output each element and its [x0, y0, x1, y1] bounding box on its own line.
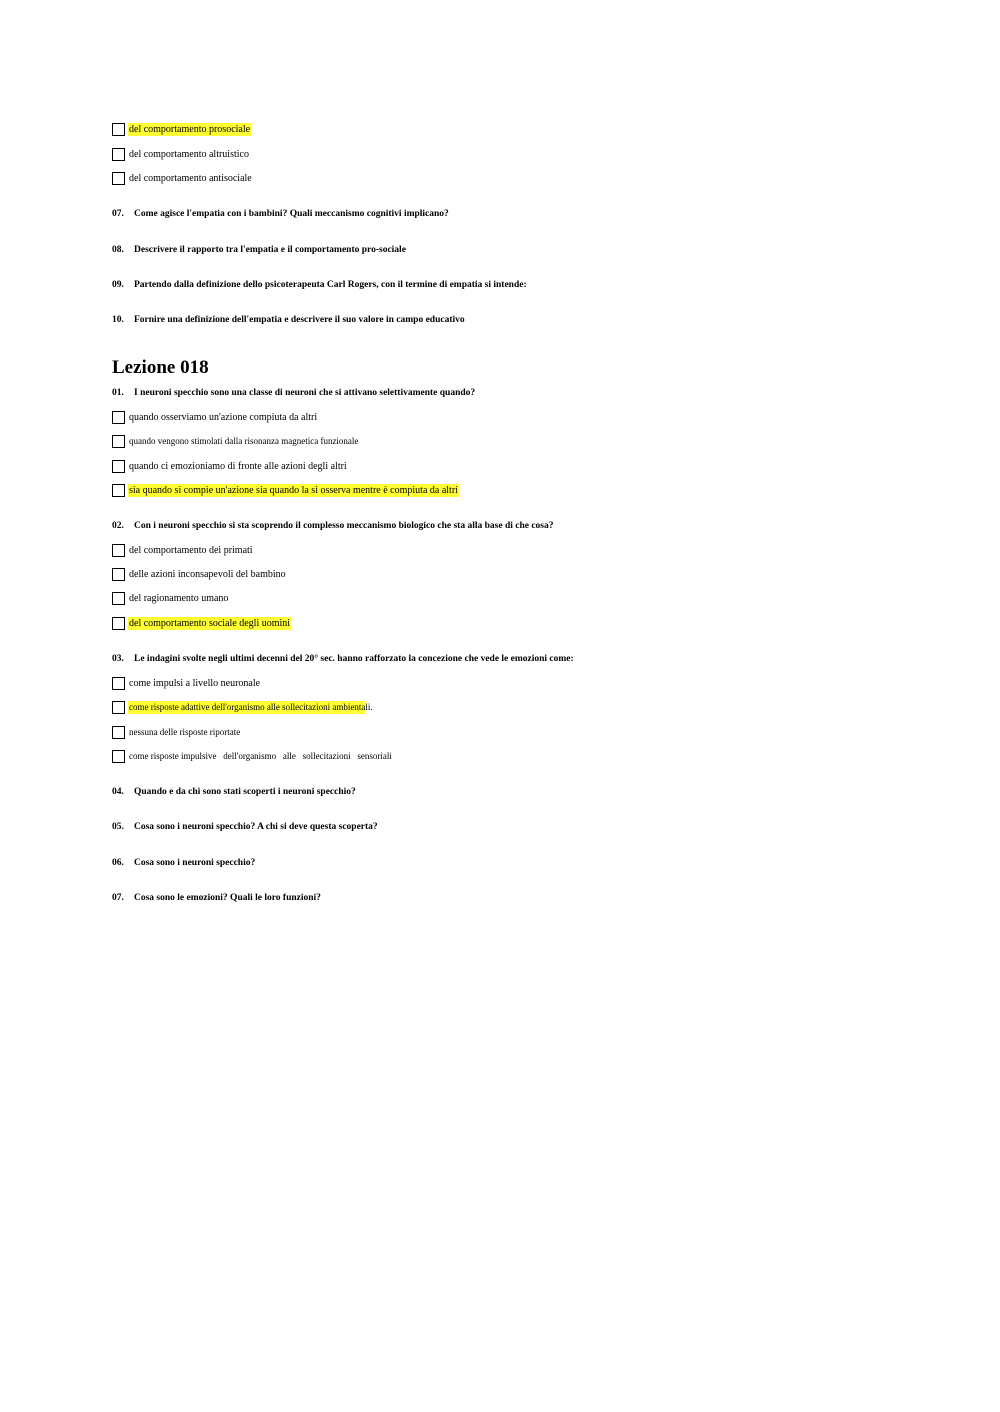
checkbox[interactable] — [112, 148, 125, 161]
question — [112, 313, 465, 327]
question-number: 06. — [112, 858, 124, 868]
question-number: 02. — [112, 521, 124, 531]
answer-option[interactable] — [112, 748, 393, 764]
checkbox[interactable] — [112, 568, 125, 581]
question-number: 07. — [112, 209, 124, 219]
question-number: 09. — [112, 280, 124, 290]
checkbox[interactable] — [112, 411, 125, 424]
question — [112, 785, 356, 799]
question-text: Fornire una definizione dell'empatia e descrivere il suo valore in campo educativo — [134, 315, 465, 325]
question — [112, 652, 574, 666]
answer-option[interactable] — [112, 482, 459, 498]
answer-option-text: come risposte adattive dell'organismo alle sollecitazioni ambienta — [129, 701, 366, 712]
question-text: I neuroni specchio sono una classe di neuroni che si attivano selettivamente quando? — [134, 388, 476, 398]
question-text: Come agisce l'empatia con i bambini? Quali meccanismo cognitivi implicano? — [134, 209, 449, 219]
checkbox[interactable] — [112, 123, 125, 136]
question-number: 04. — [112, 787, 124, 797]
answer-option-text: quando ci emozioniamo di fronte alle azioni degli altri — [129, 460, 347, 472]
answer-option-text: quando vengono stimolati dalla risonanza magnetica funzionale — [129, 435, 359, 446]
checkbox[interactable] — [112, 701, 125, 714]
question-text: Cosa sono i neuroni specchio? — [134, 858, 256, 868]
question-number: 03. — [112, 654, 124, 664]
answer-option[interactable] — [112, 615, 291, 631]
question-number: 01. — [112, 388, 124, 398]
answer-option-text: del comportamento prosociale — [129, 123, 251, 135]
question-text: Descrivere il rapporto tra l'empatia e il comportamento pro-sociale — [134, 245, 406, 255]
answer-option-text: sia quando si compie un'azione sia quando la si osserva mentre è compiuta da altri — [129, 484, 458, 496]
question-text: Cosa sono le emozioni? Quali le loro funzioni? — [134, 893, 321, 903]
answer-option-text: come risposte impulsive dell'organismo alle sollecitazioni sensoriali — [129, 750, 392, 761]
question-text: Le indagini svolte negli ultimi decenni del 20° sec. hanno rafforzato la concezione che vede le emozioni come: — [134, 654, 574, 664]
answer-option-text: del ragionamento umano — [129, 592, 229, 604]
question-number: 07. — [112, 893, 124, 903]
answer-option[interactable] — [112, 409, 318, 425]
answer-option[interactable] — [112, 433, 359, 449]
answer-option-text: del comportamento antisociale — [129, 172, 252, 184]
answer-option[interactable] — [112, 542, 254, 558]
answer-option-text: del comportamento altruistico — [129, 148, 249, 160]
answer-option[interactable] — [112, 170, 253, 186]
question — [112, 519, 554, 533]
question — [112, 820, 378, 834]
checkbox[interactable] — [112, 592, 125, 605]
answer-option-text: del comportamento sociale degli uomini — [129, 617, 291, 629]
checkbox[interactable] — [112, 435, 125, 448]
checkbox[interactable] — [112, 172, 125, 185]
checkbox[interactable] — [112, 617, 125, 630]
question — [112, 243, 406, 257]
checkbox[interactable] — [112, 460, 125, 473]
answer-option-suffix: li. — [365, 701, 373, 712]
question-text: Con i neuroni specchio si sta scoprendo il complesso meccanismo biologico che sta alla base di che cosa? — [134, 521, 554, 531]
question-text: Partendo dalla definizione dello psicoterapeuta Carl Rogers, con il termine di empatia si intende: — [134, 280, 527, 290]
question-number: 05. — [112, 822, 124, 832]
question-number: 08. — [112, 245, 124, 255]
question — [112, 207, 449, 221]
checkbox[interactable] — [112, 484, 125, 497]
question-text: Quando e da chi sono stati scoperti i neuroni specchio? — [134, 787, 356, 797]
checkbox[interactable] — [112, 677, 125, 690]
answer-option[interactable] — [112, 146, 250, 162]
question — [112, 856, 255, 870]
checkbox[interactable] — [112, 726, 125, 739]
answer-option[interactable] — [112, 724, 241, 740]
question — [112, 386, 475, 400]
answer-option[interactable] — [112, 566, 287, 582]
question-number: 10. — [112, 315, 124, 325]
question — [112, 891, 321, 905]
answer-option[interactable] — [112, 590, 229, 606]
section-title: Lezione 018 — [112, 357, 209, 378]
answer-option[interactable] — [112, 675, 261, 691]
answer-option[interactable] — [112, 699, 374, 715]
answer-option[interactable] — [112, 458, 348, 474]
question — [112, 278, 527, 292]
question-text: Cosa sono i neuroni specchio? A chi si deve questa scoperta? — [134, 822, 378, 832]
answer-option-text: quando osserviamo un'azione compiuta da altri — [129, 411, 318, 423]
checkbox[interactable] — [112, 544, 125, 557]
answer-option-text: come impulsi a livello neuronale — [129, 677, 261, 689]
answer-option-text: del comportamento dei primati — [129, 544, 253, 556]
answer-option-text: delle azioni inconsapevoli del bambino — [129, 568, 286, 580]
answer-option[interactable] — [112, 121, 251, 137]
checkbox[interactable] — [112, 750, 125, 763]
answer-option-text: nessuna delle risposte riportate — [129, 726, 241, 737]
